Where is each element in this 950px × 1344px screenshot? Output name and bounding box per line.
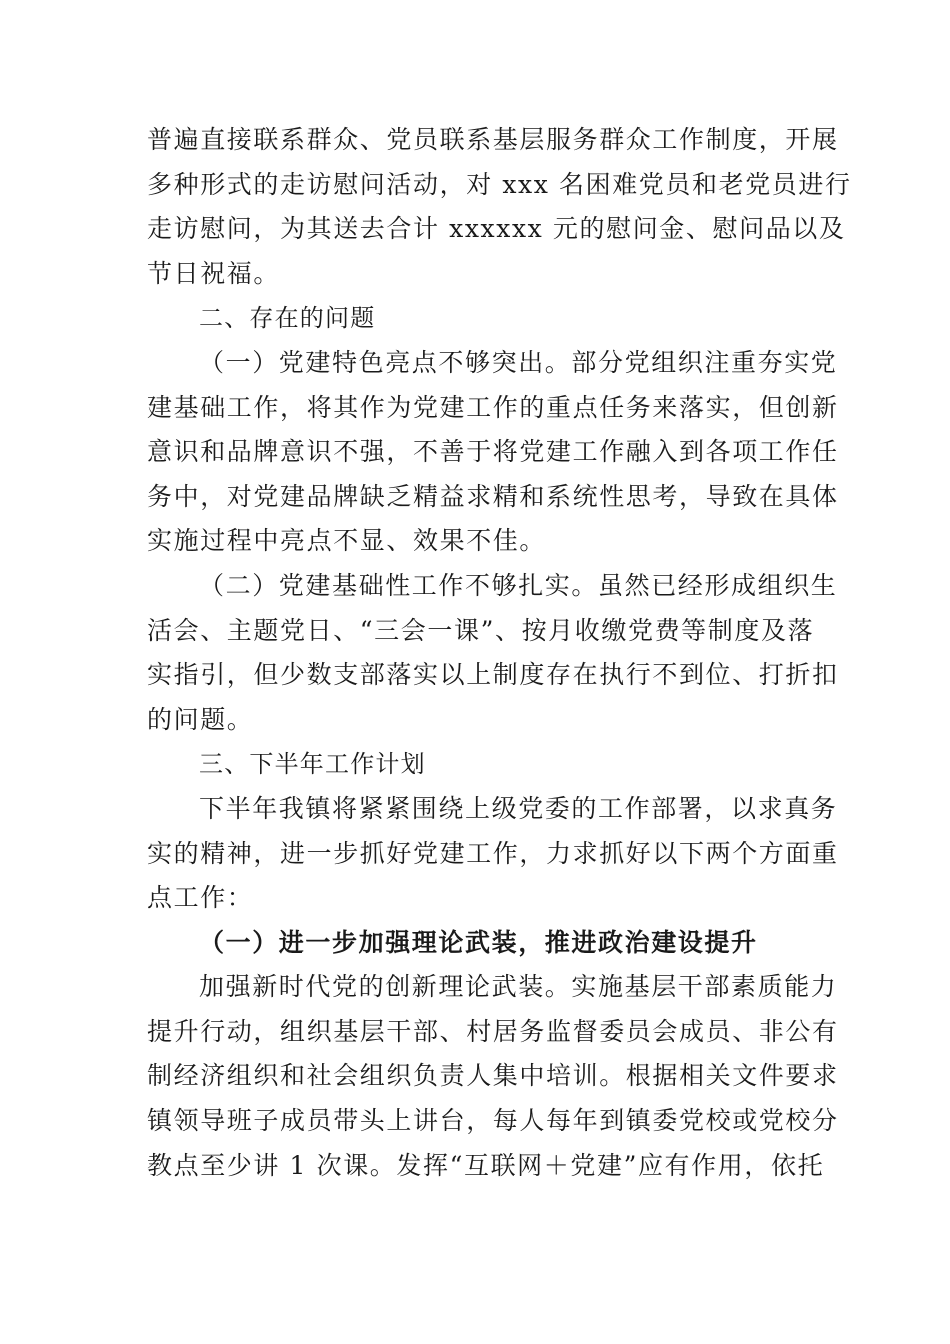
text-line: 实施过程中亮点不显、效果不佳。 (147, 526, 547, 556)
subheading-theory-armament: （一）进一步加强理论武装，推进政治建设提升 (199, 927, 758, 957)
text-line: （二）党建基础性工作不够扎实。虽然已经形成组织生 (199, 570, 838, 600)
text-line: 活会、主题党日、“三会一课”、按月收缴党费等制度及落 (147, 615, 815, 645)
text-line: 实的精神，进一步抓好党建工作，力求抓好以下两个方面重 (147, 838, 839, 868)
paragraph-visit-condolence (147, 118, 852, 296)
paragraph-problem-1 (147, 341, 839, 564)
text-line: 建基础工作，将其作为党建工作的重点任务来落实，但创新 (147, 392, 839, 422)
text-line: 实指引，但少数支部落实以上制度存在执行不到位、打折扣 (147, 660, 839, 690)
text-line: 提升行动，组织基层干部、村居务监督委员会成员、非公有 (147, 1016, 839, 1046)
text-line: 普遍直接联系群众、党员联系基层服务群众工作制度，开展 (147, 125, 839, 154)
text-line: 意识和品牌意识不强，不善于将党建工作融入到各项工作任 (147, 437, 839, 467)
document-body (147, 118, 852, 1188)
text-line: 下半年我镇将紧紧围绕上级党委的工作部署，以求真务 (199, 793, 838, 823)
text-line: 多种形式的走访慰问活动，对 xxx 名困难党员和老党员进行 (147, 169, 852, 199)
text-line: 走访慰问，为其送去合计 xxxxxx 元的慰问金、慰问品以及 (147, 214, 846, 244)
text-line: 制经济组织和社会组织负责人集中培训。根据相关文件要求 (147, 1061, 839, 1091)
text-line: （一）党建特色亮点不够突出。部分党组织注重夯实党 (199, 347, 838, 377)
text-line: 节日祝福。 (147, 258, 281, 288)
section-heading-problems: 二、存在的问题 (199, 304, 376, 333)
text-line: 镇领导班子成员带头上讲台，每人每年到镇委党校或党校分 (147, 1106, 839, 1136)
text-line: 务中，对党建品牌缺乏精益求精和系统性思考，导致在具体 (147, 481, 839, 511)
text-line: 教点至少讲 1 次课。发挥“互联网＋党建”应有作用，依托 (147, 1150, 825, 1180)
paragraph-problem-2 (147, 564, 839, 742)
paragraph-theory-armament (147, 965, 839, 1188)
text-line: 的问题。 (147, 704, 254, 734)
paragraph-plan-intro (147, 787, 839, 921)
text-line: 加强新时代党的创新理论武装。实施基层干部素质能力 (199, 972, 838, 1002)
section-heading-plan: 三、下半年工作计划 (199, 750, 426, 779)
text-line: 点工作： (147, 883, 254, 913)
